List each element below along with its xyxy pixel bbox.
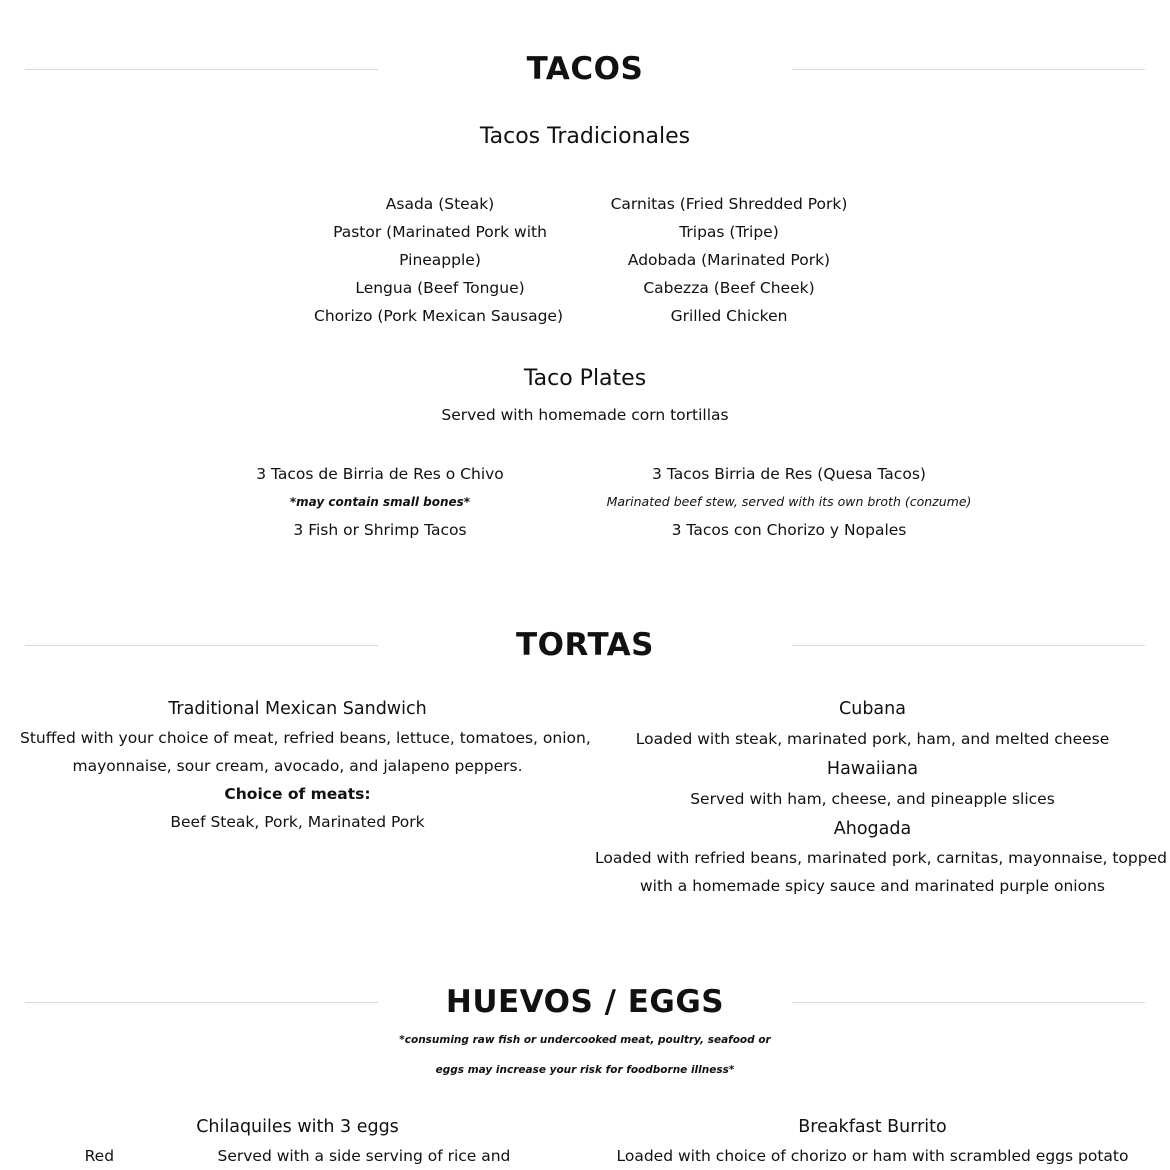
plate-note: Marinated beef stew, served with its own broth (conzume) xyxy=(606,494,972,509)
plate-item: 3 Tacos con Chorizo y Nopales xyxy=(671,521,907,539)
taco-plates-subtitle: Served with homemade corn tortillas xyxy=(441,406,729,424)
choice-list: Beef Steak, Pork, Marinated Pork xyxy=(170,813,425,831)
list-item: Asada (Steak) xyxy=(385,195,495,213)
torta-description: Loaded with refried beans, marinated pork, carnitas, mayonnaise, topped xyxy=(595,849,1167,867)
list-item: Lengua (Beef Tongue) xyxy=(355,279,525,297)
list-item: Cabezza (Beef Cheek) xyxy=(643,279,815,297)
huevos-right xyxy=(595,1112,1150,1170)
list-item: Pastor (Marinated Pork with xyxy=(333,223,547,241)
tortas-right xyxy=(595,694,1167,900)
tortas-left xyxy=(20,694,591,836)
torta-title: Hawaiiana xyxy=(826,759,919,779)
list-item: Tripas (Tripe) xyxy=(679,223,779,241)
tradicionales-right-list xyxy=(589,190,869,330)
tortas-heading: TORTAS xyxy=(515,627,655,663)
torta-description: Stuffed with your choice of meat, refried beans, lettuce, tomatoes, onion, xyxy=(20,729,591,747)
torta-title: Cubana xyxy=(839,699,906,719)
torta-description: Served with ham, cheese, and pineapple slices xyxy=(690,790,1055,808)
tacos-heading: TACOS xyxy=(526,51,644,87)
tacos-tradicionales-title: Tacos Tradicionales xyxy=(479,124,691,149)
torta-title: Ahogada xyxy=(833,819,912,839)
egg-item-title: Chilaquiles with 3 eggs xyxy=(196,1117,399,1137)
list-item: Grilled Chicken xyxy=(670,307,788,325)
list-item: Carnitas (Fried Shredded Pork) xyxy=(610,195,848,213)
food-safety-warning: eggs may increase your risk for foodborne illness* xyxy=(435,1064,735,1076)
egg-item-description: Red Served with a side serving of rice and xyxy=(84,1147,511,1165)
plate-note: *may contain small bones* xyxy=(289,495,471,509)
torta-title: Traditional Mexican Sandwich xyxy=(168,699,427,719)
taco-plates-left xyxy=(200,460,560,544)
plate-item: 3 Tacos Birria de Res (Quesa Tacos) xyxy=(652,465,926,483)
huevos-section-header xyxy=(0,972,1170,1032)
tacos-section-header xyxy=(0,39,1170,99)
egg-item-description: Loaded with choice of chorizo or ham with scrambled eggs potato xyxy=(616,1147,1129,1165)
huevos-heading: HUEVOS / EGGS xyxy=(445,984,725,1020)
taco-plates-right xyxy=(589,460,989,544)
list-item: Adobada (Marinated Pork) xyxy=(627,251,831,269)
huevos-left xyxy=(20,1112,575,1170)
torta-description: with a homemade spicy sauce and marinated purple onions xyxy=(639,877,1105,895)
torta-description: Loaded with steak, marinated pork, ham, and melted cheese xyxy=(635,730,1110,748)
egg-item-title: Breakfast Burrito xyxy=(798,1117,947,1137)
tortas-section-header xyxy=(0,615,1170,675)
taco-plates-title: Taco Plates xyxy=(523,366,647,391)
plate-item: 3 Fish or Shrimp Tacos xyxy=(293,521,467,539)
choice-label: Choice of meats: xyxy=(224,785,371,803)
list-item: Pineapple) xyxy=(399,251,481,269)
torta-description: mayonnaise, sour cream, avocado, and jalapeno peppers. xyxy=(72,757,523,775)
tradicionales-left-list xyxy=(300,190,580,330)
food-safety-warning: *consuming raw fish or undercooked meat, poultry, seafood or xyxy=(399,1034,771,1046)
plate-item: 3 Tacos de Birria de Res o Chivo xyxy=(256,465,504,483)
list-item: Chorizo (Pork Mexican Sausage) xyxy=(314,307,563,325)
